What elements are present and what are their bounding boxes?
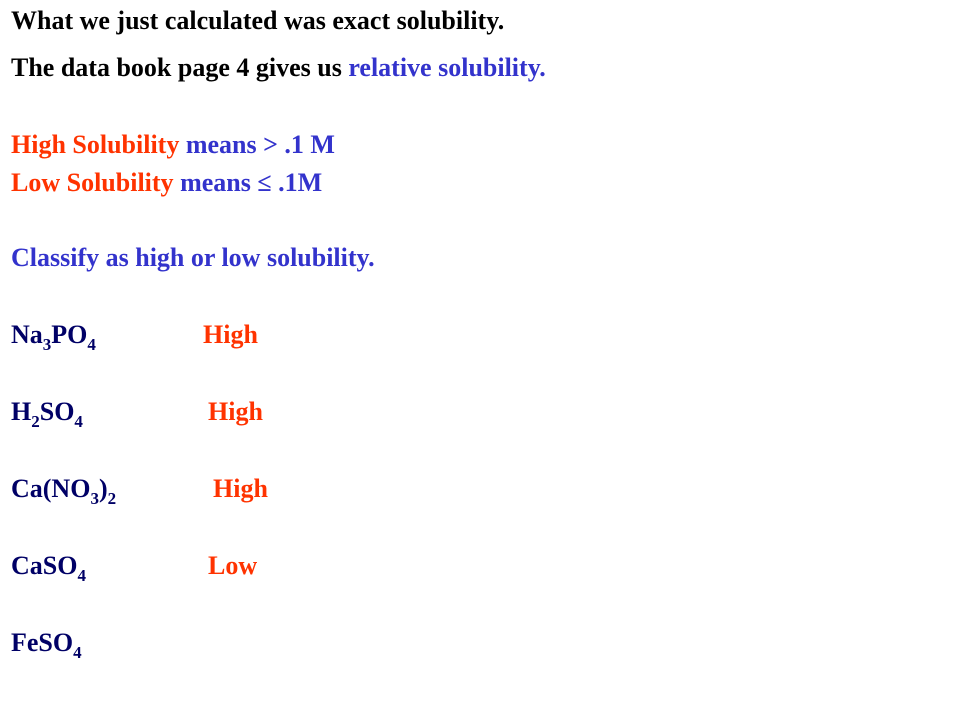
solubility-answer: High [203, 320, 258, 349]
solubility-answer: High [208, 397, 263, 426]
formula-text: H [11, 397, 32, 426]
relative-solubility-highlight: relative solubility. [348, 53, 546, 82]
intro-line-2-prefix: The data book page 4 gives us [11, 53, 349, 82]
formula-subscript: 3 [42, 335, 52, 354]
high-solubility-term: High Solubility [11, 130, 180, 159]
formula-subscript: 4 [87, 335, 96, 354]
high-solubility-definition [11, 132, 335, 158]
formula-text: ) [98, 474, 108, 503]
compound-formula [11, 397, 83, 431]
compound-formula [11, 551, 86, 585]
classify-prompt: Classify as high or low solubility. [11, 243, 375, 272]
formula-subscript: 4 [77, 566, 86, 585]
intro-line-2 [11, 55, 546, 81]
formula-text: CaSO [11, 551, 78, 580]
formula-subscript: 4 [73, 643, 82, 662]
low-solubility-rest: means ≤ .1M [173, 168, 323, 197]
formula-subscript: 3 [90, 489, 99, 508]
formula-text: Ca(NO [11, 474, 91, 503]
solubility-answer: High [213, 474, 268, 503]
low-solubility-term: Low Solubility [11, 168, 174, 197]
low-solubility-definition [11, 170, 322, 196]
formula-text: FeSO [11, 628, 74, 657]
compound-formula [11, 628, 82, 662]
compound-formula [11, 320, 96, 354]
intro-line-1: What we just calculated was exact solubility. [11, 6, 505, 35]
high-solubility-rest: means > .1 M [179, 130, 335, 159]
formula-text: Na [11, 320, 43, 349]
formula-subscript: 2 [31, 412, 40, 431]
formula-text: PO [51, 320, 88, 349]
formula-subscript: 4 [74, 412, 83, 431]
formula-text: SO [39, 397, 75, 426]
formula-subscript: 2 [107, 489, 117, 508]
solubility-answer: Low [208, 551, 258, 580]
compound-formula [11, 474, 117, 508]
